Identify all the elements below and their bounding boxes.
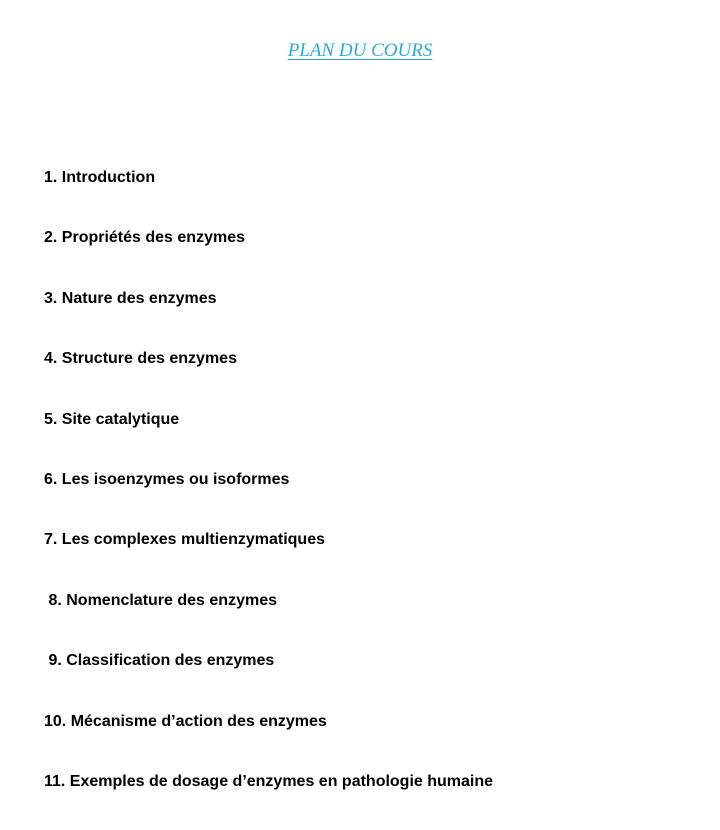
outline-item: 3. Nature des enzymes — [44, 289, 217, 307]
outline-item: 8. Nomenclature des enzymes — [44, 591, 277, 609]
outline-item: 10. Mécanisme d’action des enzymes — [44, 712, 327, 730]
outline-item: 9. Classification des enzymes — [44, 652, 275, 670]
course-outline-list — [44, 130, 493, 830]
outline-item: 5. Site catalytique — [44, 410, 180, 428]
outline-item: 2. Propriétés des enzymes — [44, 229, 245, 247]
slide-title: PLAN DU COURS — [287, 40, 433, 61]
outline-item: 4. Structure des enzymes — [44, 350, 237, 368]
outline-item: 7. Les complexes multienzymatiques — [44, 531, 325, 549]
outline-item: 1. Introduction — [44, 169, 156, 186]
outline-item: 6. Les isoenzymes ou isoformes — [44, 470, 290, 488]
outline-item: 11. Exemples de dosage d’enzymes en pathologie humaine — [44, 772, 494, 790]
